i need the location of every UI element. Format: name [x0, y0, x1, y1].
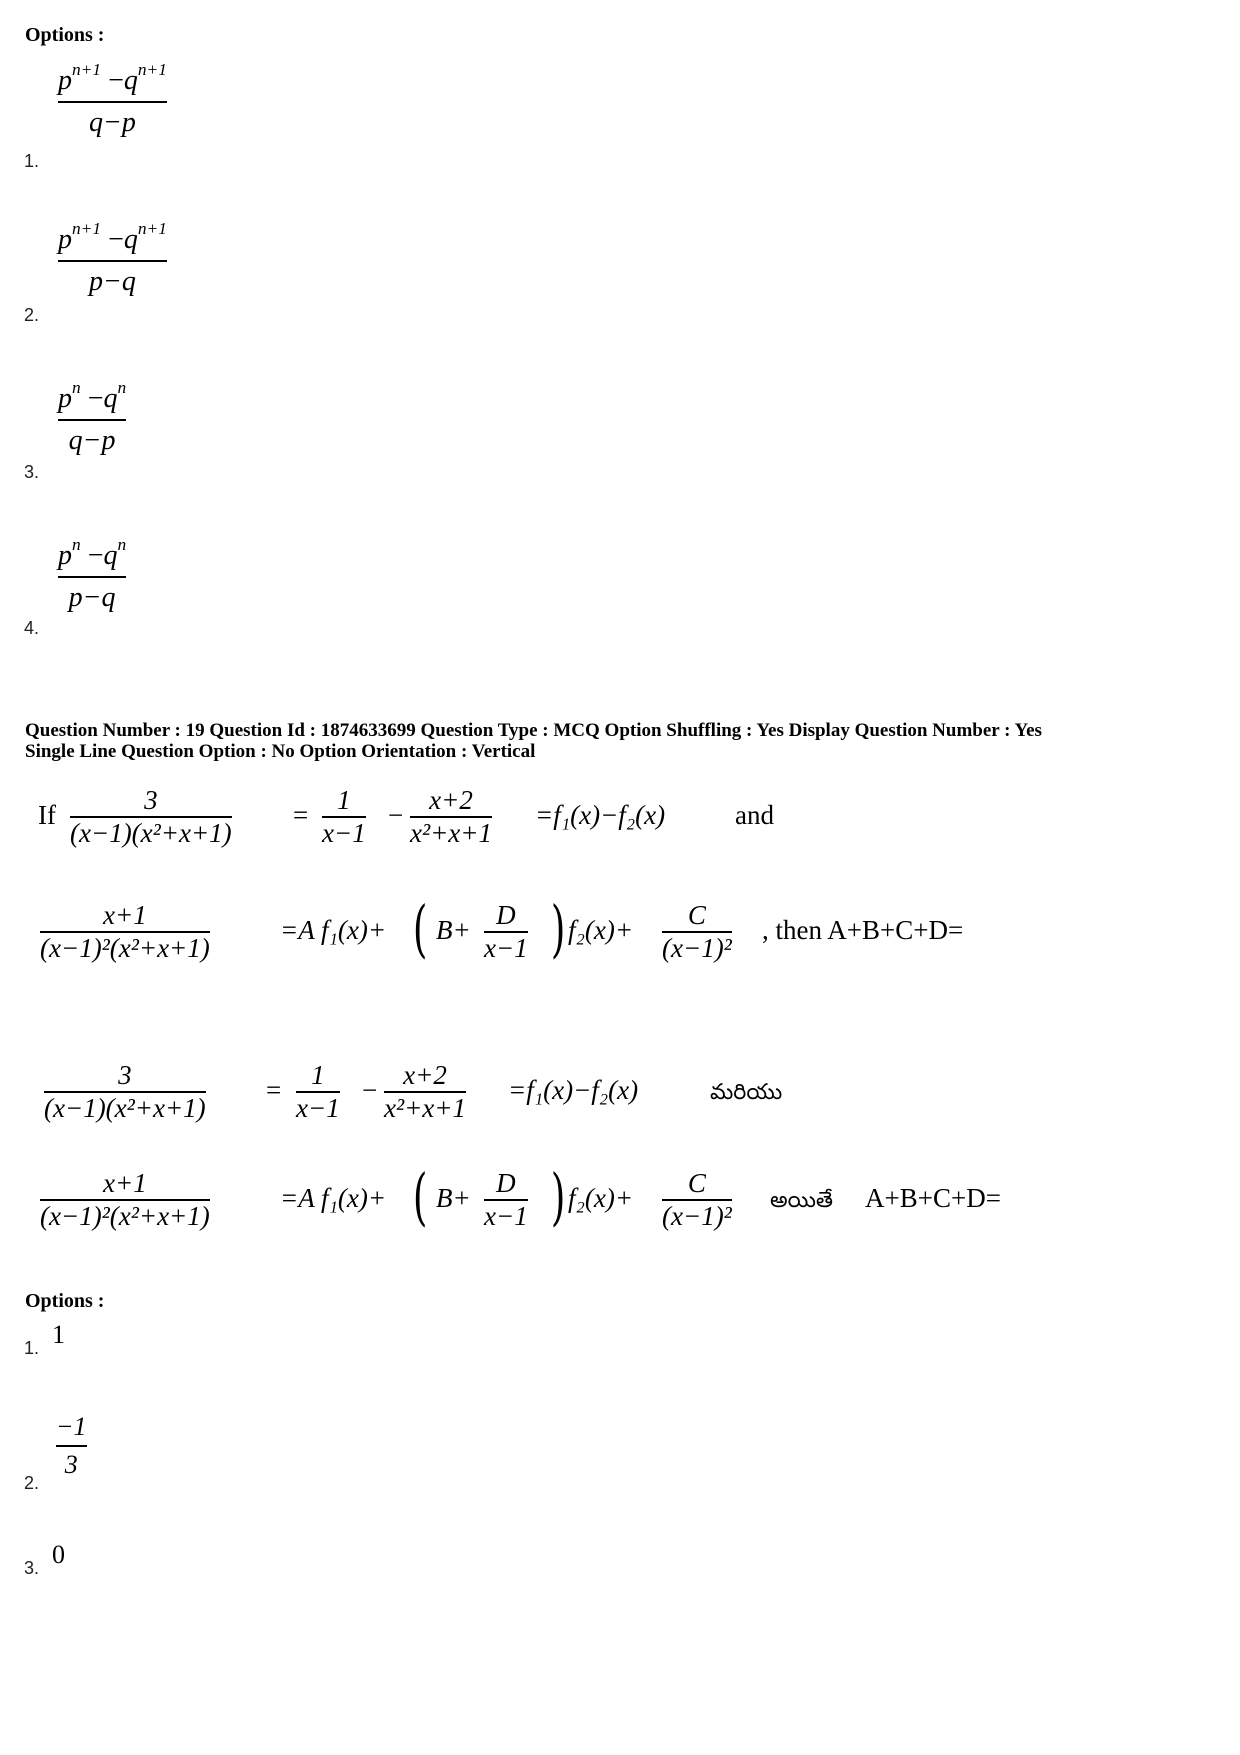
fraction-1-over-x-minus-1: 1 x−1 — [322, 785, 366, 848]
q19-option-3[interactable] — [0, 1540, 200, 1600]
a-f1-term: =A f₁(x)+ — [280, 915, 387, 945]
option-1[interactable] — [0, 55, 300, 175]
option-number: 3. — [24, 462, 40, 482]
sum-expression: A+B+C+D= — [865, 1183, 1001, 1213]
fraction-x-plus-2: x+2 x²+x+1 — [410, 785, 493, 848]
fraction-c-over-square: C (x−1)² — [662, 900, 732, 963]
and-word: and — [735, 800, 774, 830]
fraction-x-plus-1: x+1 (x−1)²(x²+x+1) — [40, 900, 210, 963]
options-heading: Options : — [25, 24, 105, 46]
a-f1-term: =A f₁(x)+ — [280, 1183, 387, 1213]
question-meta-line-1: Question Number : 19 Question Id : 1874633699 Question Type : MCQ Option Shuffling : Yes Display Question Number : Yes — [25, 720, 1042, 741]
b-plus: B+ — [436, 915, 471, 945]
right-paren: ) — [550, 892, 566, 965]
q19-option-1[interactable] — [0, 1320, 200, 1380]
option-number: 3. — [24, 1558, 40, 1578]
minus-sign: − — [388, 800, 404, 830]
fraction-d-over-x-minus-1: D x−1 — [484, 1168, 528, 1231]
right-paren: ) — [550, 1160, 566, 1233]
b-plus: B+ — [436, 1183, 471, 1213]
option-number: 4. — [24, 618, 40, 638]
option-fraction: $p^n -q^n$ q−p — [58, 378, 127, 456]
fraction-3-over-product: 3 (x−1)(x²+x+1) — [70, 785, 232, 848]
option-number: 2. — [24, 1473, 40, 1493]
option-2[interactable] — [0, 210, 300, 330]
if-word: If — [38, 800, 56, 830]
option-4[interactable] — [0, 520, 300, 640]
equals-sign: = — [266, 1075, 282, 1105]
fraction-c-over-square: C (x−1)² — [662, 1168, 732, 1231]
minus-sign: − — [362, 1075, 378, 1105]
option-3[interactable] — [0, 365, 300, 485]
fraction-x-plus-2: x+2 x²+x+1 — [384, 1060, 467, 1123]
f2-term: f₂(x)+ — [568, 915, 634, 945]
option-number: 2. — [24, 305, 40, 325]
options-heading: Options : — [25, 1290, 105, 1312]
q19-option-2[interactable] — [0, 1410, 200, 1500]
option-value: 1 — [52, 1320, 65, 1349]
f2-term: f₂(x)+ — [568, 1183, 634, 1213]
fraction-3-over-product: 3 (x−1)(x²+x+1) — [44, 1060, 206, 1123]
then-word-telugu: అయితే — [770, 1188, 834, 1213]
question-meta-line-2: Single Line Question Option : No Option Orientation : Vertical — [25, 741, 536, 762]
fraction-1-over-x-minus-1: 1 x−1 — [296, 1060, 340, 1123]
option-fraction: $p^n -q^n$ p−q — [58, 535, 127, 613]
question-text-telugu — [0, 1050, 1240, 1270]
then-sum-expression: , then A+B+C+D= — [762, 915, 964, 945]
option-number: 1. — [24, 1338, 40, 1358]
fraction-d-over-x-minus-1: D x−1 — [484, 900, 528, 963]
left-paren: ( — [412, 892, 428, 965]
f1-minus-f2: =f₁(x)−f₂(x) — [508, 1075, 639, 1105]
option-number: 1. — [24, 151, 40, 171]
option-fraction: −1 3 — [56, 1412, 87, 1479]
question-text-english — [0, 780, 1240, 1000]
option-fraction: $p^{n+1} -q^{n+1}$ q−p — [58, 60, 167, 138]
equals-sign: = — [293, 800, 309, 830]
option-fraction: $p^{n+1} -q^{n+1}$ p−q — [58, 219, 167, 297]
left-paren: ( — [412, 1160, 428, 1233]
option-value: 0 — [52, 1540, 65, 1569]
and-word-telugu: మరియు — [710, 1080, 783, 1105]
f1-minus-f2: =f₁(x)−f₂(x) — [535, 800, 666, 830]
fraction-x-plus-1: x+1 (x−1)²(x²+x+1) — [40, 1168, 210, 1231]
